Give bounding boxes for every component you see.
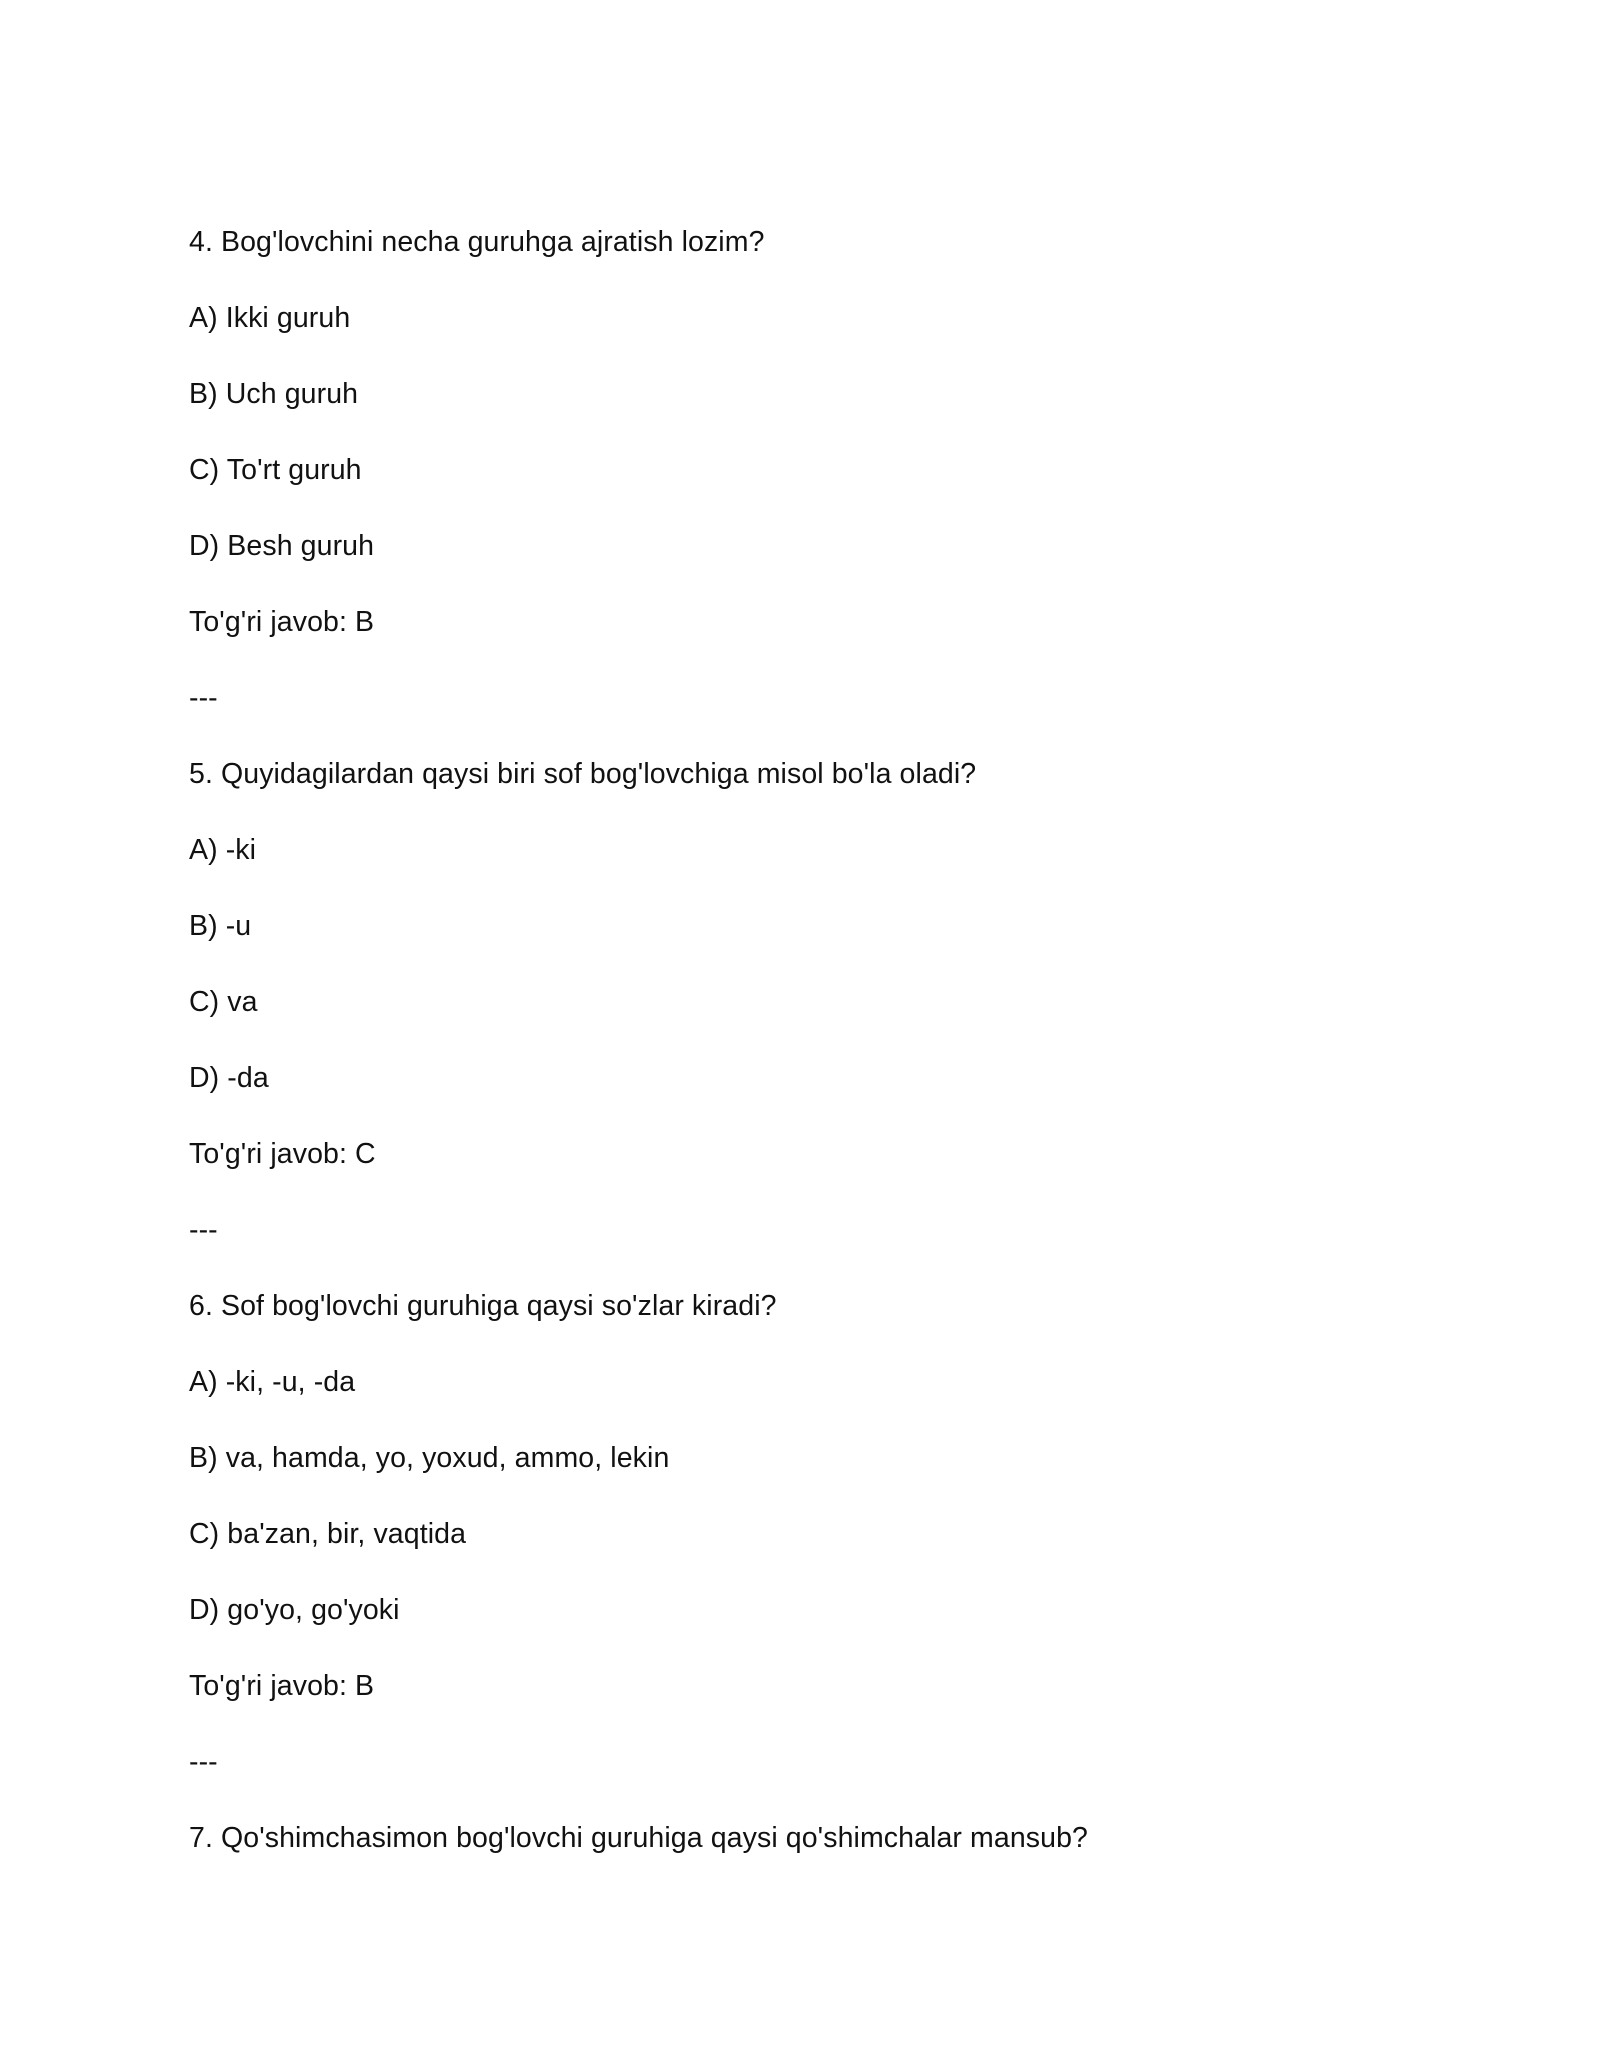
separator-1: --- <box>189 682 218 714</box>
question-5-option-b: B) -u <box>189 910 252 942</box>
question-4-option-a: A) Ikki guruh <box>189 302 351 334</box>
question-5-option-d: D) -da <box>189 1062 269 1094</box>
question-6-option-a: A) -ki, -u, -da <box>189 1366 356 1398</box>
question-4-answer: To'g'ri javob: B <box>189 606 375 638</box>
question-4-option-d: D) Besh guruh <box>189 530 375 562</box>
question-4-text: 4. Bog'lovchini necha guruhga ajratish lozim? <box>189 226 765 258</box>
question-5-option-c: C) va <box>189 986 258 1018</box>
question-5-answer: To'g'ri javob: C <box>189 1138 376 1170</box>
question-5-option-a: A) -ki <box>189 834 257 866</box>
question-6-answer: To'g'ri javob: B <box>189 1670 375 1702</box>
question-6-option-d: D) go'yo, go'yoki <box>189 1594 400 1626</box>
question-6-option-b: B) va, hamda, yo, yoxud, ammo, lekin <box>189 1442 670 1474</box>
question-4-option-b: B) Uch guruh <box>189 378 359 410</box>
question-6-option-c: C) ba'zan, bir, vaqtida <box>189 1518 467 1550</box>
separator-2: --- <box>189 1214 218 1246</box>
question-5-text: 5. Quyidagilardan qaysi biri sof bog'lovchiga misol bo'la oladi? <box>189 758 977 790</box>
separator-3: --- <box>189 1746 218 1778</box>
question-7-text: 7. Qo'shimchasimon bog'lovchi guruhiga qaysi qo'shimchalar mansub? <box>189 1822 1088 1854</box>
question-4-option-c: C) To'rt guruh <box>189 454 362 486</box>
question-6-text: 6. Sof bog'lovchi guruhiga qaysi so'zlar kiradi? <box>189 1290 777 1322</box>
